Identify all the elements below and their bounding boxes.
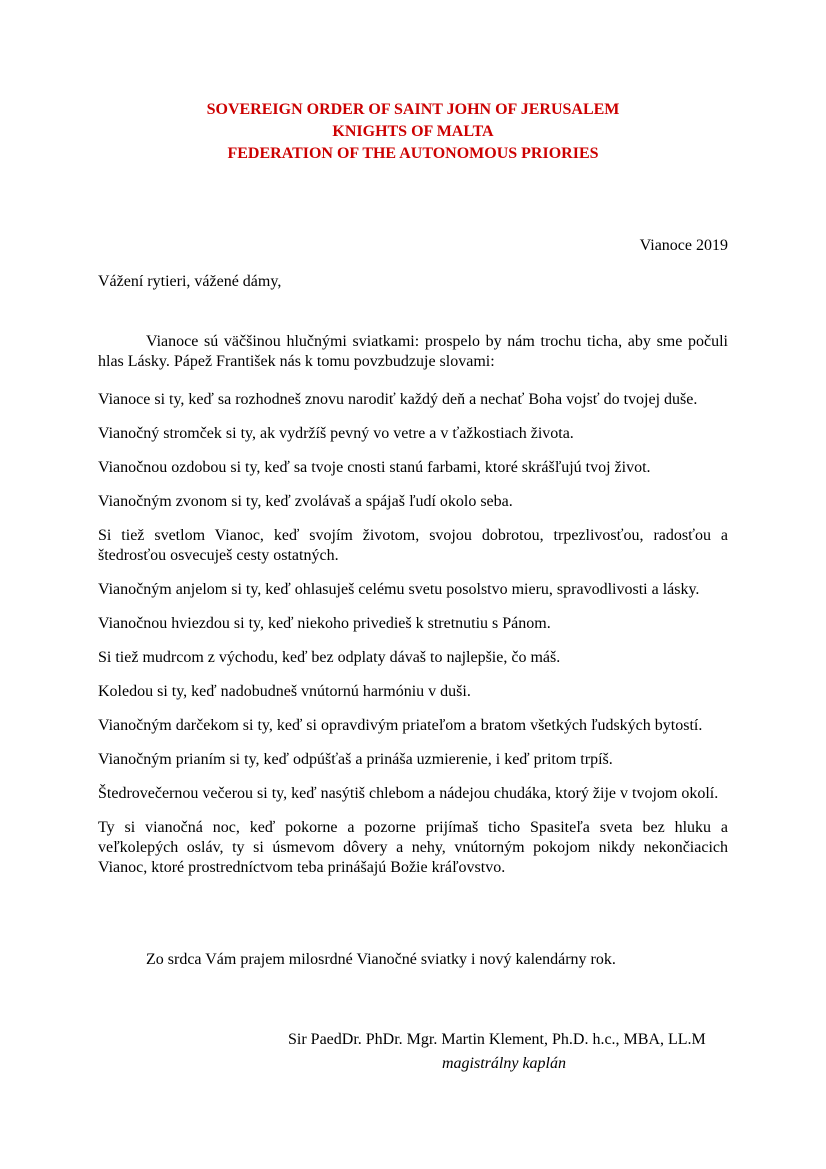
body-paragraph: Vianočným anjelom si ty, keď ohlasuješ celému svetu posolstvo mieru, spravodlivosti a lásky. <box>98 581 700 598</box>
closing-wish: Zo srdca Vám prajem milosrdné Vianočné sviatky i nový kalendárny rok. <box>146 951 616 968</box>
letter-date: Vianoce 2019 <box>639 237 728 254</box>
body-paragraph: Vianočným darčekom si ty, keď si opravdivým priateľom a bratom všetkých ľudských bytostí. <box>98 717 703 734</box>
letterhead-line-order: SOVEREIGN ORDER OF SAINT JOHN OF JERUSALEM <box>206 101 620 118</box>
body-paragraph: Vianočný stromček si ty, ak vydržíš pevný vo vetre a v ťažkostiach života. <box>98 425 574 442</box>
letterhead-line-knights: KNIGHTS OF MALTA <box>332 123 494 140</box>
body-paragraph: Štedrovečernou večerou si ty, keď nasýtiš chlebom a nádejou chudáka, ktorý žije v tvojom okolí. <box>98 785 719 802</box>
body-paragraph: Vianočnou ozdobou si ty, keď sa tvoje cnosti stanú farbami, ktoré skrášľujú tvoj život. <box>98 459 651 476</box>
body-paragraph: Vianočným zvonom si ty, keď zvolávaš a spájaš ľudí okolo seba. <box>98 493 513 510</box>
body-paragraph: Vianočnou hviezdou si ty, keď niekoho privedieš k stretnutiu s Pánom. <box>98 615 551 632</box>
intro-paragraph: Vianoce sú väčšinou hlučnými sviatkami: prospelo by nám trochu ticha, aby sme počuli hlas Lásky. Pápež František nás k tomu povzbudzuje slovami: <box>98 333 728 370</box>
signature-name: Sir PaedDr. PhDr. Mgr. Martin Klement, Ph.D. h.c., MBA, LL.M <box>288 1031 706 1048</box>
greeting: Vážení rytieri, vážené dámy, <box>98 273 282 290</box>
body-paragraph: Si tiež svetlom Vianoc, keď svojím životom, svojou dobrotou, trpezlivosťou, radosťou a štedrosťou osvecuješ cesty ostatných. <box>98 527 728 564</box>
signature-title: magistrálny kaplán <box>442 1055 566 1072</box>
body-paragraph: Vianoce si ty, keď sa rozhodneš znovu narodiť každý deň a nechať Boha vojsť do tvojej duše. <box>98 391 698 408</box>
body-paragraph: Koledou si ty, keď nadobudneš vnútornú harmóniu v duši. <box>98 683 471 700</box>
letter-body <box>98 332 728 892</box>
letterhead <box>0 99 826 165</box>
body-paragraph: Vianočným prianím si ty, keď odpúšťaš a prináša uzmierenie, i keď pritom trpíš. <box>98 751 613 768</box>
body-paragraph: Si tiež mudrcom z východu, keď bez odplaty dávaš to najlepšie, čo máš. <box>98 649 561 666</box>
body-paragraph: Ty si vianočná noc, keď pokorne a pozorne prijímaš ticho Spasiteľa sveta bez hluku a veľkolepých osláv, ty si úsmevom dôvery a nehy, vnútorným pokojom nikdy nekončiacich Vianoc, ktoré prostredníctvom teba prinášajú Božie kráľovstvo. <box>98 819 728 876</box>
letterhead-line-federation: FEDERATION OF THE AUTONOMOUS PRIORIES <box>227 145 599 162</box>
